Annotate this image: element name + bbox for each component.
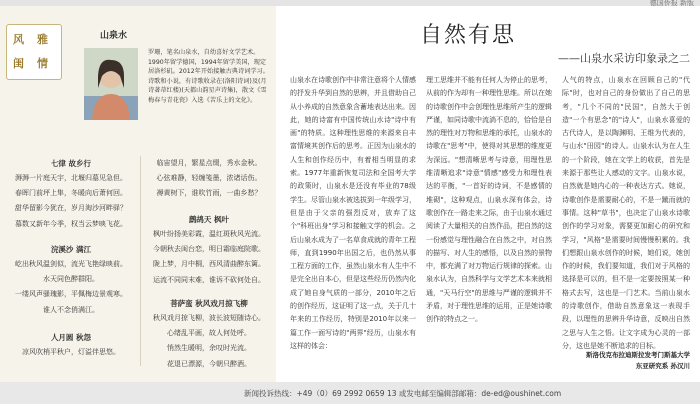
poem-line: 秋风戏月掠飞柳，波长波短随诗心。 [153, 314, 265, 322]
author-bio: 罗珊，笔名山泉水，自幼喜好文学艺术。1990年留学德国，1994年留学美国，现定居洛杉矶。2012年开始接触古典诗词学习。诗歌和小说，有诗歌收录在(洛阳诗词)及(月诗著蒂红楼)(天都山韵星声诗集)，散文《雪梅春与青花瓷》入选《苦乐上的文化》。 [148, 49, 269, 104]
poem-line: 慕数又新年今季，权当云梦映飞花。 [15, 219, 127, 228]
footer-text: 新闻投诉热线：+49（0）69 2992 0659 13 或发电邮至编辑部邮箱：de-ed@oushinet.com [244, 389, 562, 398]
poem-line: 褥黄树下，谁吹竹雨，一曲乡愁？ [156, 189, 262, 198]
poetry-panel [0, 6, 276, 382]
poem [6, 156, 136, 232]
poem [144, 296, 274, 372]
emblem-char: 情 [37, 57, 48, 70]
poem-line: 屹出秋风温剑似，流光飞艳绿映前。 [15, 260, 127, 268]
poem-title: 菩萨蛮 秋风戏月掠飞柳 [170, 299, 248, 308]
poem-line: 今朝秋去闺台恋，明日霜临庭院歌。 [153, 245, 265, 254]
article-column-3: 人气的特点，山泉水在回顾自己的"代际"时，也对自己的身份做出了自己的思考，"几个不同的"民国"，自然大于创造"一个有思念"的"诗人"，山泉水喜爱的古代诗人，是以陶渊明、王维为代表的，与山水"田园"的诗人。山泉水认为在人生的一个阶段，她在文学上的收获，首先是来源于那些让人感动的文字。山泉水说，自然就是她内心的一种表达方式。她说，诗歌创作是需要耐心的，不是一蹴而就的事情。这种"草书"，也决定了山泉水诗歌创作的学习对象，需要更加耐心的研究和学习，"风格"是需要时间慢慢积累的。我们想跟山泉水创作的时候，她们说，她创作的时候，我们要知道，我们对于风格的选择是可以的，但不是一定要按照某一种格式去写，这也是一门艺术。当前山泉水的诗歌创作，借助自然意象这一表现手段，以理性的思辨升华诗意，反映出自然之思与人生之悟。让文字成为心灵的一部分，这也是她不断追求的目标。 [562, 76, 690, 350]
article-subtitle: ——山泉水采访印象录之二 [558, 52, 690, 65]
poem-title: 人月圆 秋怨 [50, 333, 92, 342]
poem-line: 运流不同同末难，谁诉不砍何处自。 [153, 275, 265, 284]
header-right-text: 德国侨报 新版 [649, 0, 694, 7]
author-name: 山泉水 [100, 31, 128, 41]
section-emblem [6, 24, 62, 80]
poem-line: 凉风吹梢平秋户，灯溢伴思悠。 [22, 348, 120, 356]
footer-bar [0, 382, 700, 404]
article-title: 自然有思 [420, 23, 517, 48]
poem-line: 心弦难静，轻缠笺墨，浓诸话伤。 [156, 174, 262, 183]
poem-line: 临宙望月，繁星点缀，秀水金秋。 [156, 159, 262, 167]
poem-line: 谁人不念俏满江。 [43, 305, 99, 314]
poem [6, 242, 136, 318]
column-divider [140, 156, 141, 366]
author-photo [84, 48, 138, 120]
article-column-1: 山泉水在诗歌创作中非常注意将个人情感的抒发升华到自然的思辨，并且借助自己从小养成的自然意象含蓄地表达出来。因此，她的诗富有中国传统山水诗"诗中有画"的特质。这种理性思维的来源来自丰富情境其创作后的思考。正因为山泉水的人生和创作经历中，有着相当明显的求索。1977年重新恢复司法和全国考大学的政策时，山泉水是还没有毕业的78级学生。尽管山泉水被选拔到一年级学习，但是由于父亲的强烈反对，放弃了这个"科班出身"学习和接触文学的机会。之后山泉水成为了一名草食成就的青年工程师，直到1990年出国之后，也仍然从事工程方面的工作，虽然山泉水有人生中不是完全出自本心，但是这些经历仍然内化成了她自身气质的一部分，2010年之后的创作经历，这证明了这一点，关于几十年来的工作经历，特别是2010年以来一篇工作一面写诗的"两界"经历，山泉水有这样的体会： [290, 76, 416, 350]
poem-line: 一缕风声骚瑰影，平佩梅边景观寒。 [15, 290, 127, 299]
poem-line: 陇上梦，月中桐，西风清曲醉东篱。 [153, 260, 265, 269]
poem-line: 甜华留影今犹在，岁月淘沙河畔驿？ [15, 204, 127, 213]
emblem-char: 风 [13, 33, 24, 46]
poem-line: 枫叶纷扬美彩霞，温红斑秋风光流。 [153, 230, 265, 238]
poem-line: 溽溽一片庭天宇，北堰归墓见急但。 [15, 174, 127, 182]
poem [144, 156, 274, 202]
article [290, 6, 700, 382]
poem-title: 浣溪沙 满江 [50, 245, 92, 254]
poem [144, 212, 274, 288]
emblem-char: 雅 [37, 33, 48, 46]
poem-line: 水天同色醉群阳。 [43, 275, 99, 284]
poem-line: 花退已漂源，今朝只醉酒。 [167, 359, 251, 368]
poem-title: 七律 故乡行 [50, 159, 92, 168]
article-signature: 斯洛伐克布拉迪斯拉发考门斯基大学 东亚研究系 孙汉川 [586, 351, 690, 370]
emblem-char: 闺 [13, 57, 24, 70]
article-column-2: 理工思维并不能有任何人为停止的思考，从前的作为却有一种理性思维。所以在她的诗歌创作中会创理性思维所产生的逻辑严谨，如同诗歌中流淌不息的，恰恰是自然的理性对万物和思维的承托，山泉水的诗歌在"思考"中，使得对其思想的维度更为深远。"想清晰思考与诗意，用理性思维清晰追求"诗意"情感"感受力和理性表达的平衡，"一首好的诗词，不是感情的堆砌"，这种观点，山泉水深有体会，诗歌创作在一路走来之际，由于山泉水通过阅读了大量相关的自然作品，把自然的这一份感觉与理性融合在自然之中，对自然的描写、对人生的感悟，以及自然的景物中，都充满了对万物运行规律的探索。山泉水认为，自然科学与文学艺术本来就相通，"天马行空"的思维与严谨的逻辑并不矛盾，对于理性思维的运用，正是她诗歌创作的特点之一。 [426, 76, 552, 324]
poem [6, 330, 136, 360]
poem-line: 心绪乱平画，故人何处呼。 [167, 329, 251, 338]
poem-line: 春晖门前坪上隼，冬暖向后萧何回。 [15, 189, 127, 198]
poem-title: 鹧鸪天 枫叶 [188, 215, 230, 224]
poem-line: 悄然生暖明，余叹时光流。 [167, 344, 251, 353]
